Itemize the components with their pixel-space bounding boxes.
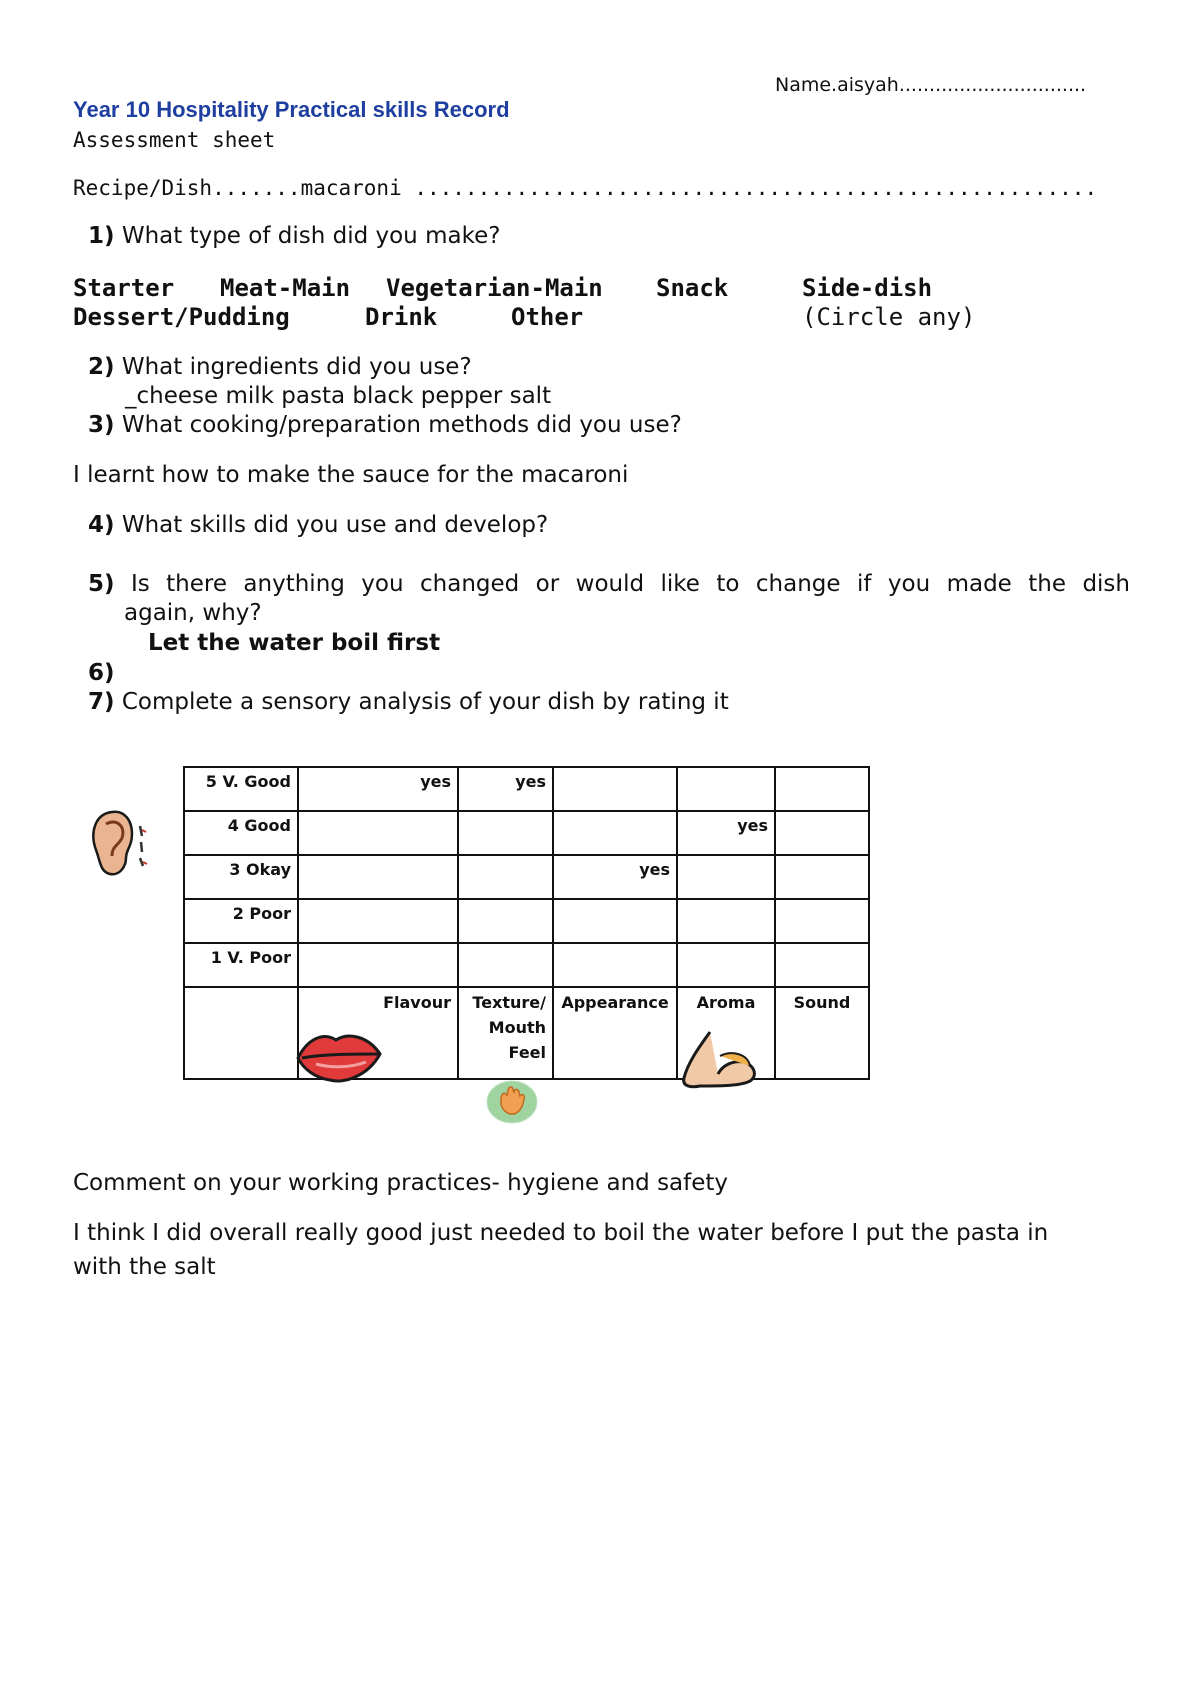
criterion-appearance-cell [553,987,677,1079]
aroma-4-cell[interactable] [677,811,775,855]
criterion-texture-cell [458,987,553,1079]
criterion-flavour: Flavour [383,993,451,1012]
question-2-answer: _cheese milk pasta black pepper salt [125,383,552,409]
rating-row-4 [184,811,869,855]
question-5-answer: Let the water boil first [148,630,441,656]
flavour-5-cell[interactable] [298,767,458,811]
appearance-mark: yes [639,860,670,879]
aroma-1-cell[interactable] [677,943,775,987]
sound-1-cell[interactable] [775,943,869,987]
comment-answer-line-1: I think I did overall really good just needed to boil the water before I put the pasta in [73,1220,1049,1246]
page-title: Year 10 Hospitality Practical skills Record [73,97,510,122]
aroma-mark: yes [737,816,768,835]
texture-2-cell[interactable] [458,899,553,943]
aroma-5-cell[interactable] [677,767,775,811]
question-7-text: Complete a sensory analysis of your dish by rating it [121,689,729,715]
texture-4-cell[interactable] [458,811,553,855]
rating-label-cell [184,943,298,987]
aroma-2-cell[interactable] [677,899,775,943]
rating-row-1 [184,943,869,987]
rating-row-3 [184,855,869,899]
rating-label: 1 V. Poor [210,948,291,967]
criterion-sound: Sound [793,993,851,1012]
nose-icon [678,1028,758,1090]
flavour-2-cell[interactable] [298,899,458,943]
lips-icon [294,1028,384,1086]
hand-icon [486,1080,538,1124]
recipe-line: Recipe/Dish.......macaroni ...................................................... [73,176,1098,200]
page-subtitle: Assessment sheet [73,128,276,152]
question-1 [88,223,500,249]
question-4-text: What skills did you use and develop? [121,512,549,538]
comment-prompt: Comment on your working practices- hygiene and safety [73,1170,729,1196]
sound-2-cell[interactable] [775,899,869,943]
question-2 [88,354,472,380]
question-5 [88,571,1130,597]
rating-label: 4 Good [227,816,291,835]
rating-row-2 [184,899,869,943]
rating-label-cell [184,811,298,855]
circle-hint: (Circle any) [802,303,976,331]
option-vegetarian-main[interactable]: Vegetarian-Main [386,274,603,302]
appearance-4-cell[interactable] [553,811,677,855]
comment-answer-line-2: with the salt [73,1254,216,1280]
question-3-answer: I learnt how to make the sauce for the macaroni [73,462,629,488]
question-3-number: 3) [88,412,115,438]
ear-icon [86,806,158,878]
appearance-2-cell[interactable] [553,899,677,943]
rating-label-cell [184,855,298,899]
option-meat-main[interactable]: Meat-Main [220,274,351,302]
rating-row-5 [184,767,869,811]
question-5-text: Is there anything you changed or would like to change if you made the dish [130,571,1130,597]
texture-1-cell[interactable] [458,943,553,987]
texture-mark: yes [515,772,546,791]
flavour-1-cell[interactable] [298,943,458,987]
criterion-sound-cell [775,987,869,1079]
question-4 [88,512,548,538]
sensory-table [183,766,870,1080]
flavour-mark: yes [420,772,451,791]
criterion-appearance: Appearance [561,993,669,1012]
option-snack[interactable]: Snack [656,274,729,302]
sound-5-cell[interactable] [775,767,869,811]
rating-label: 5 V. Good [205,772,291,791]
question-5-number: 5) [88,571,115,597]
question-6-number: 6) [88,660,115,686]
option-starter[interactable]: Starter [73,274,175,302]
criterion-texture: Texture/ Mouth Feel [472,993,546,1062]
option-side-dish[interactable]: Side-dish [802,274,933,302]
question-3-text: What cooking/preparation methods did you use? [121,412,682,438]
question-5-text-continued: again, why? [124,600,262,626]
rating-label-cell [184,767,298,811]
flavour-4-cell[interactable] [298,811,458,855]
question-2-text: What ingredients did you use? [121,354,472,380]
option-dessert-pudding[interactable]: Dessert/Pudding [73,303,290,331]
rating-label: 3 Okay [229,860,291,879]
texture-3-cell[interactable] [458,855,553,899]
question-7 [88,689,729,715]
texture-5-cell[interactable] [458,767,553,811]
sound-3-cell[interactable] [775,855,869,899]
sound-4-cell[interactable] [775,811,869,855]
rating-label-cell [184,899,298,943]
appearance-3-cell[interactable] [553,855,677,899]
appearance-5-cell[interactable] [553,767,677,811]
name-line: Name.aisyah............................... [775,74,1087,96]
option-drink[interactable]: Drink [365,303,438,331]
question-2-number: 2) [88,354,115,380]
rating-label: 2 Poor [232,904,291,923]
option-other[interactable]: Other [511,303,584,331]
corner-cell [184,987,298,1079]
question-1-text: What type of dish did you make? [121,223,501,249]
flavour-3-cell[interactable] [298,855,458,899]
question-3 [88,412,682,438]
appearance-1-cell[interactable] [553,943,677,987]
question-1-number: 1) [88,223,115,249]
criteria-row [184,987,869,1079]
criterion-aroma: Aroma [696,993,756,1012]
question-4-number: 4) [88,512,115,538]
aroma-3-cell[interactable] [677,855,775,899]
question-7-number: 7) [88,689,115,715]
